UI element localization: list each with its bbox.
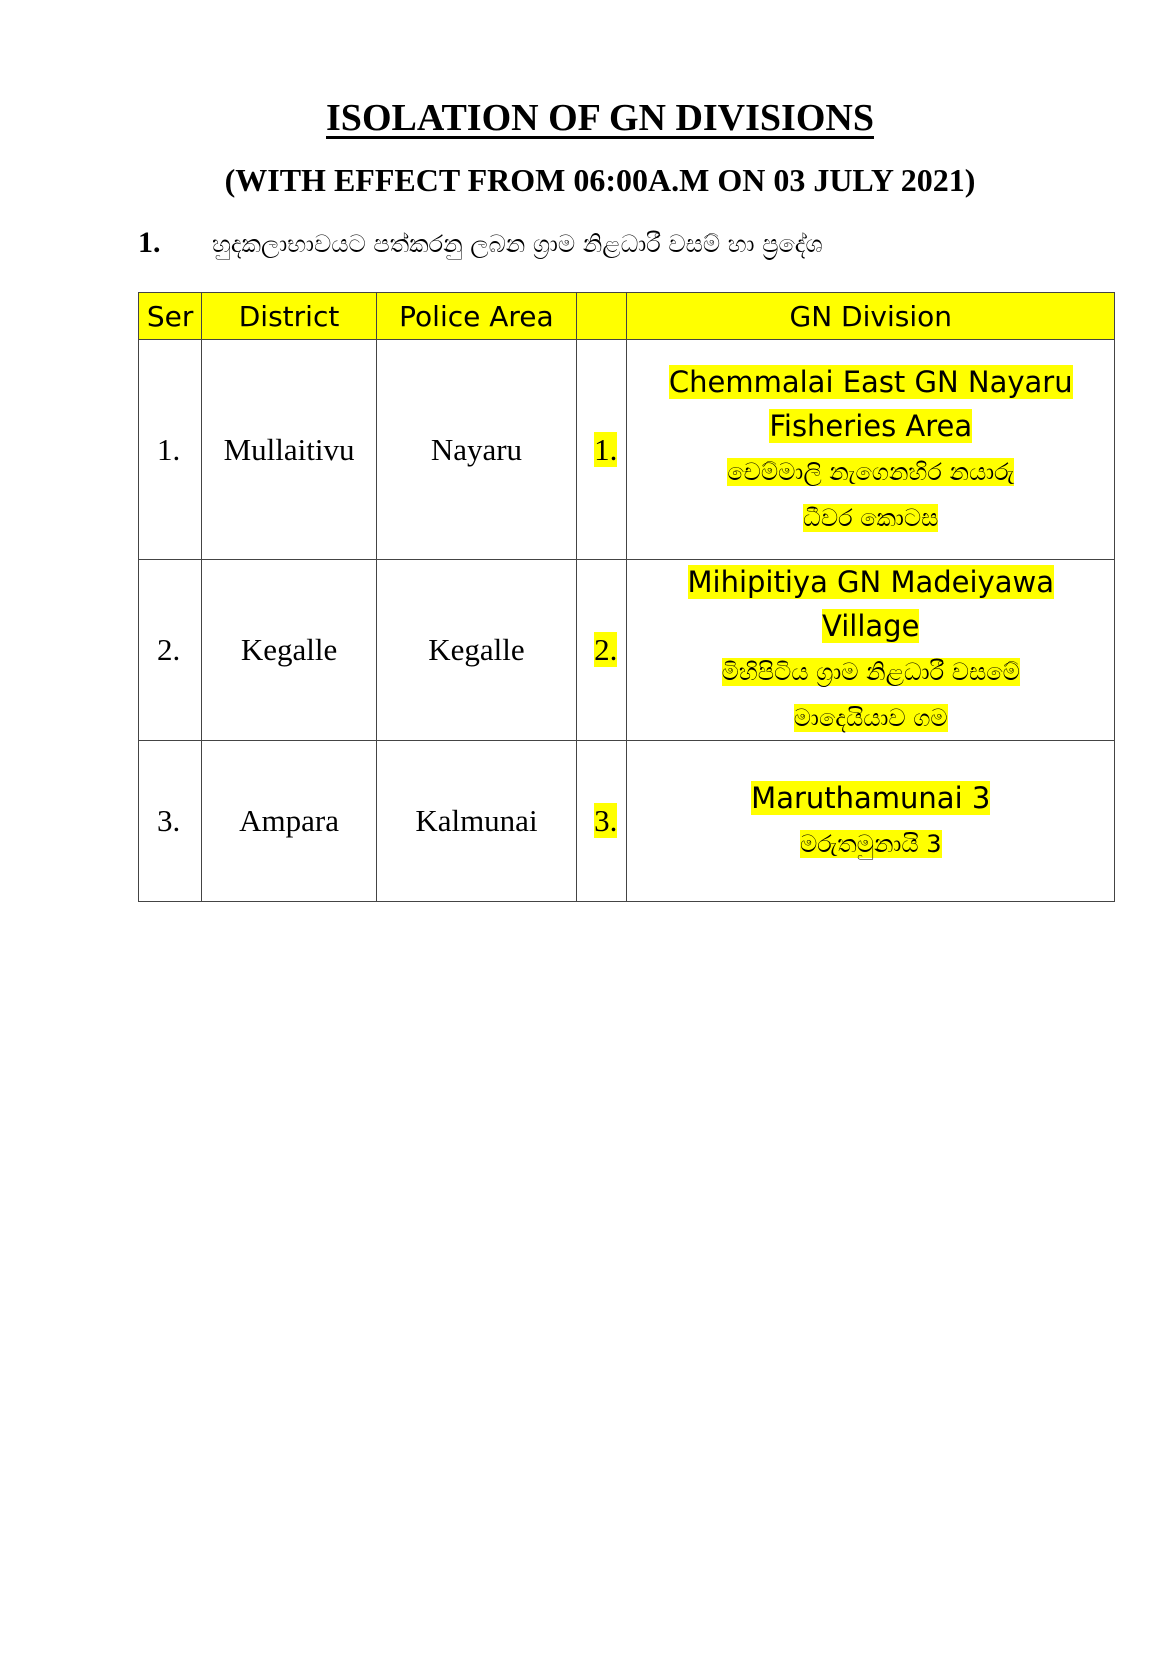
section-number: 1. — [138, 226, 161, 259]
police-area-cell: Kalmunai — [376, 741, 576, 902]
police-area-cell: Kegalle — [376, 560, 576, 741]
gn-name-si: චෙම්මාලි නැගෙනහිර නයාරු — [727, 457, 1015, 486]
number-value: 2. — [594, 632, 618, 667]
header-blank — [576, 293, 627, 340]
gn-division-cell — [627, 340, 1115, 560]
page-title: ISOLATION OF GN DIVISIONS — [326, 97, 874, 139]
number-value: 3. — [594, 803, 618, 838]
number-cell — [576, 741, 627, 902]
gn-name-en: Maruthamunai 3 — [751, 781, 991, 815]
district-cell: Kegalle — [202, 560, 377, 741]
district-cell: Mullaitivu — [202, 340, 377, 560]
header-police-area: Police Area — [376, 293, 576, 340]
section-heading — [138, 226, 823, 260]
number-value: 1. — [594, 431, 618, 467]
number-cell — [576, 340, 627, 560]
gn-name-en: Mihipitiya GN Madeiyawa — [687, 565, 1054, 599]
ser-cell: 2. — [139, 560, 202, 741]
section-text: හුදකලාභාවයට පත්කරනු ලබන ග්‍රාම නිළධාරී වසම් හා ප්‍රදේශ — [212, 230, 823, 258]
district-cell: Ampara — [202, 741, 377, 902]
gn-name-en: Village — [822, 609, 920, 643]
gn-name-en: Fisheries Area — [769, 408, 973, 443]
ser-cell: 3. — [139, 741, 202, 902]
ser-cell: 1. — [139, 340, 202, 560]
gn-division-cell — [627, 560, 1115, 741]
gn-name-si: මිහිපිටිය ග්‍රාම නිළධාරී වසමේ — [721, 658, 1020, 686]
table-header-row — [139, 293, 1115, 340]
table-row — [139, 741, 1115, 902]
gn-name-si: මරුතමුනායි 3 — [799, 830, 942, 858]
table-row — [139, 340, 1115, 560]
number-cell — [576, 560, 627, 741]
table-row — [139, 560, 1115, 741]
gn-division-cell — [627, 741, 1115, 902]
gn-name-si: මාදෙයියාව ගම — [793, 704, 948, 732]
page-subtitle: (WITH EFFECT FROM 06:00A.M ON 03 JULY 2021) — [224, 162, 976, 198]
header-district: District — [202, 293, 377, 340]
police-area-cell: Nayaru — [376, 340, 576, 560]
gn-name-si: ධීවර කොටස — [803, 503, 939, 532]
header-gn-division: GN Division — [627, 293, 1115, 340]
gn-division-table — [138, 292, 1115, 902]
gn-name-en: Chemmalai East GN Nayaru — [668, 364, 1073, 399]
header-ser: Ser — [139, 293, 202, 340]
